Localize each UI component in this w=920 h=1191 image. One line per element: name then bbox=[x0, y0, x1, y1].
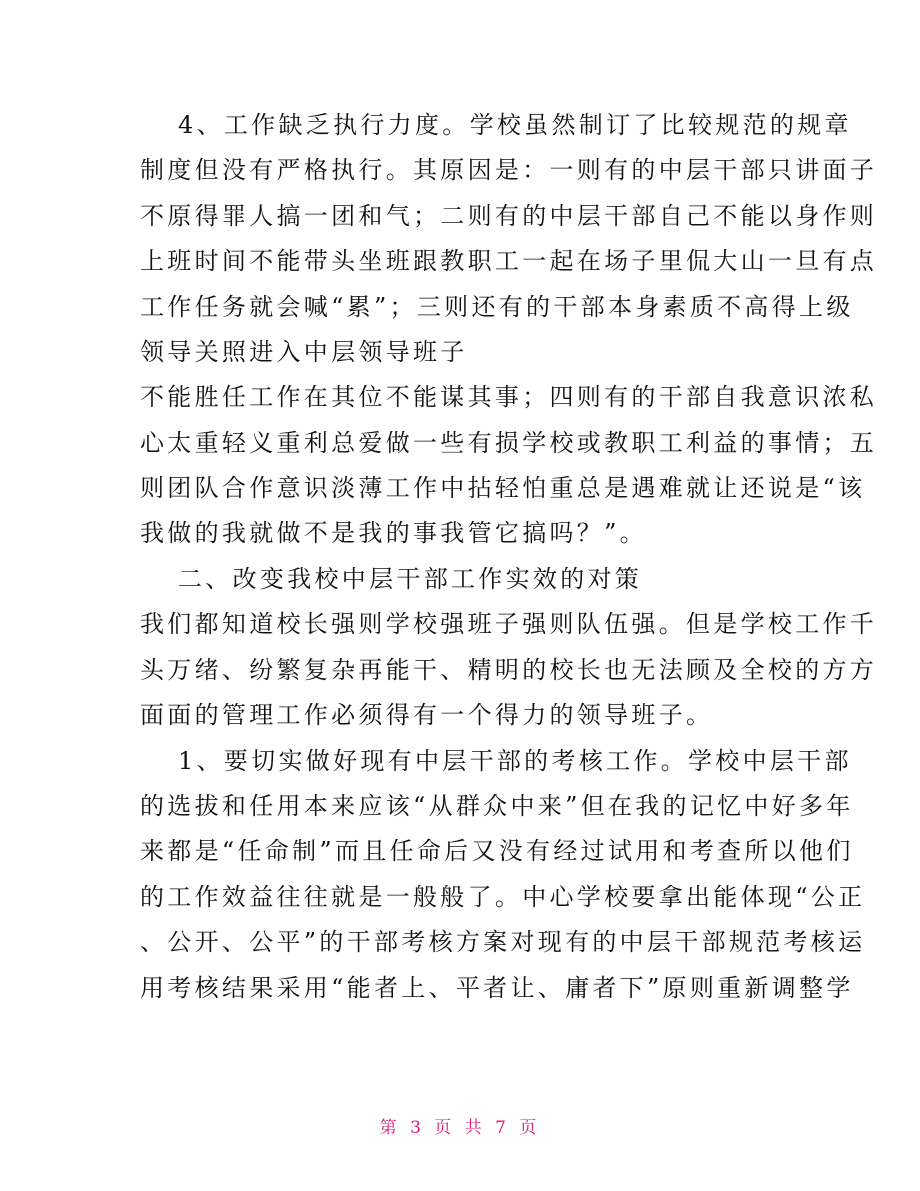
text-line: 用考核结果采用“能者上、平者让、庸者下”原则重新调整学 bbox=[140, 974, 854, 1002]
text-line: 、公开、公平”的干部考核方案对现有的中层干部规范考核运 bbox=[140, 928, 866, 956]
text-line: 1、要切实做好现有中层干部的考核工作。学校中层干部 bbox=[178, 747, 852, 775]
text-line: 心太重轻义重利总爱做一些有损学校或教职工利益的事情；五 bbox=[140, 429, 878, 457]
text-line: 的工作效益往往就是一般般了。中心学校要拿出能体现“公正 bbox=[140, 883, 866, 911]
text-line: 面面的管理工作必须得有一个得力的领导班子。 bbox=[140, 701, 714, 729]
text-line: 工作任务就会喊“累”；三则还有的干部本身素质不高得上级 bbox=[140, 293, 854, 321]
text-line: 则团队合作意识淡薄工作中拈轻怕重总是遇难就让还说是“该 bbox=[140, 474, 866, 502]
text-line: 的选拔和任用本来应该“从群众中来”但在我的记忆中好多年 bbox=[140, 792, 854, 820]
text-line: 来都是“任命制”而且任命后又没有经过试用和考查所以他们 bbox=[140, 837, 854, 865]
text-line: 上班时间不能带头坐班跟教职工一起在场子里侃大山一旦有点 bbox=[140, 247, 878, 275]
text-line: 4、工作缺乏执行力度。学校虽然制订了比较规范的规章 bbox=[178, 111, 852, 139]
text-line: 我们都知道校长强则学校强班子强则队伍强。但是学校工作千 bbox=[140, 610, 878, 638]
section-heading: 二、改变我校中层干部工作实效的对策 bbox=[178, 565, 643, 593]
page-number-footer: 第 3 页 共 7 页 bbox=[379, 1118, 541, 1138]
text-line: 不原得罪人搞一团和气；二则有的中层干部自己不能以身作则 bbox=[140, 202, 878, 230]
text-line: 我做的我就做不是我的事我管它搞吗？”。 bbox=[140, 519, 647, 547]
text-line: 不能胜任工作在其位不能谋其事；四则有的干部自我意识浓私 bbox=[140, 383, 878, 411]
text-line: 领导关照进入中层领导班子 bbox=[140, 338, 468, 366]
text-line: 头万绪、纷繁复杂再能干、精明的校长也无法顾及全校的方方 bbox=[140, 656, 878, 684]
text-line: 制度但没有严格执行。其原因是：一则有的中层干部只讲面子 bbox=[140, 156, 878, 184]
